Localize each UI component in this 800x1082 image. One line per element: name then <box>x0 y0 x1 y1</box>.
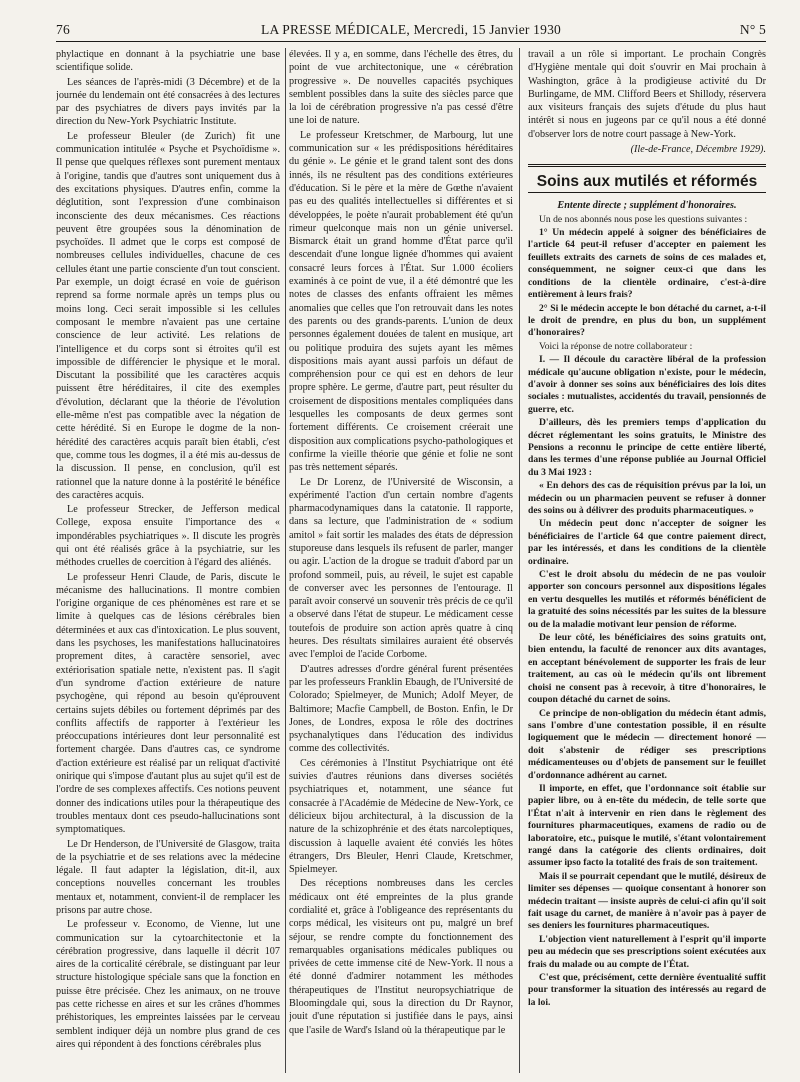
paragraph: Le professeur v. Economo, de Vienne, lut une communication sur la cytoarchitectonie et la cérébration progressive, dans laquelle il décrit 107 aires de la corticalité cérébrale, se distinguant par leur structure histologique spéciale sans que la fonction en puisse être précisée. Chez les animaux, on ne trouve pas cette richesse en aires et sur les crânes d'hommes préhistoriques, les empreintes laissées par le cerveau semblent indiquer déjà un nombre plus grand de ces aires qui répondent à des fonctions cérébrales plus <box>56 919 280 1050</box>
paragraph: Le professeur Bleuler (de Zurich) fit une communication intitulée « Psyche et Psychoïdisme ». Il pense que quelques réflexes sont purement mentaux à l'origine, tandis que d'autres sont uniquement dus à des excitations physiques. D'autres enfin, comme la déglutition, sont l'expression d'une combinaison inconsciente des deux mécanismes. Ces réactions peuvent être groupées sous la dénomination de psychoïdes. Il admet que le corps est composé de nombreuses cellules individuelles, chacune de ces cellules étant une partie consciente d'un tout conscient. Par exemple, un doigt écrasé en voie de guérison reprend sa forme normale après un temps plus ou moins long. Ceci serait impossible si les cellules composant le membre n'avaient pas une certaine conscience de leur activité. Les relations de l'intelligence et du corps sont si étroites qu'il est impossible de différencier le physique et le moral. Discutant la possibilité que les caractères acquis puissent être héréditaires, il cite des exemples d'évolution, déclarant que la théorie de l'évolution elle-même n'est pas compatible avec la négation de cette hérédité. Si en Europe le dogme de la non-hérédité des caractères acquis paraît bien établi, c'est que, comme tous les dogmes, il a été mis au-dessus de la discussion. Il pense, en conclusion, qu'il est rationnel que la nature donne à la postérité le bénéfice des caractères acquis. <box>56 130 280 501</box>
paragraph: Mais il se pourrait cependant que le mutilé, désireux de limiter ses dépenses — quoique consentant à honorer son médecin traitant — insiste auprès de celui-ci afin qu'il soit fait usage du carnet, de manière à n'avoir pas à payer de ses deniers les fournitures pharmaceutiques. <box>528 870 766 932</box>
paragraph: De leur côté, les bénéficiaires des soins gratuits ont, bien entendu, la faculté de renoncer aux dits avantages, en acceptant bénévolement de supporter les frais de leur traitement, au cas où le médecin qu'ils ont librement choisi ne consent pas à recevoir, à titre d'honoraires, le coupon détaché du carnet de soins. <box>528 632 766 706</box>
paragraph: Le Dr Lorenz, de l'Université de Wisconsin, a expérimenté l'action d'un certain nombre d'agents pharmacodynamiques dans la catatonie. Il rapporte, dans sa lecture, que l'administration de « sodium amitol » fait sortir les malades des états de dépression stuporeuse dans lesquels ils refusent de parler, manger ou agir. L'action de la drogue se traduit d'abord par un profond sommeil, puis, au réveil, le sujet est capable de converser avec les personnes de l'entourage. Il paraît avoir conservé un souvenir très précis de ce qu'il a observé dans l'état de stupeur. Le médicament cesse toutefois de produire son action après quatre à cinq heures. Des résultats similaires auraient été observés avec l'emploi de l'acide Corbome. <box>289 476 513 661</box>
article-signature: (Ile-de-France, Décembre 1929). <box>630 144 766 156</box>
paragraph: Le professeur Strecker, de Jefferson medical College, exposa ensuite l'importance des « impondérables psychiatriques ». Il discute les progrès qui ont été réalisés grâce à la psychiatrie, sur les méthodes cruelles de coercition à l'égard des aliénés. <box>56 504 280 569</box>
paragraph: Il importe, en effet, que l'ordonnance soit établie sur papier libre, ou à en-tête du médecin, de telle sorte que l'État n'ait à intervenir en rien dans le règlement des fournitures pharmaceutiques, examens de radio ou de laboratoire, etc., puisque le mutilé, s'étant volontairement rangé dans la catégorie des clients ordinaires, doit assumer ipso facto la totalité des frais de son traitement. <box>528 782 766 869</box>
issue-number: N° 5 <box>739 22 766 37</box>
column-right <box>528 48 766 1078</box>
paragraph: élevées. Il y a, en somme, dans l'échelle des êtres, du point de vue architectonique, une « cérébration progressive ». De nouvelles capacités psychiques semblent possibles dans la suite des siècles parce que la loi de cérébration progressive n'a pas cessé d'être une loi de nature. <box>289 49 513 127</box>
section-rule-bottom <box>528 192 766 193</box>
paragraph: Le professeur Henri Claude, de Paris, discute le mécanisme des hallucinations. Il montre combien l'origine organique de ces phénomènes est rare et se limite à quelques cas de lésions cérébrales bien déterminées et aux cas d'intoxication. Le plus souvent, dans les psychoses, les manifestations hallucinatoires proprement dites, à caractère sensoriel, avec extériorisation spatiale nette, n'existent pas. Il s'agit d'un syndrome d'action extérieure de nature psychogène, qui répond au besoin qu'éprouvent certains sujets débiles ou fortement déprimés par des conflits affectifs de rapporter à l'extérieur les préoccupations intérieures dont leur personnalité est fortement chargée. Dans d'autres cas, ce syndrome d'action extérieure est réalisé par un reliquat d'activité onirique qui s'impose d'autant plus au sujet qu'il est de l'ordre de ses complexes affectifs. Ces notions peuvent donner des indications utiles pour la thérapeutique des troubles mentaux dont ces pseudo-hallucinations sont symptomatiques. <box>56 571 280 836</box>
paragraph: C'est que, précisément, cette dernière éventualité suffit pour transformer la situation des intéressés au regard de la loi. <box>528 972 766 1008</box>
paragraph: phylactique en donnant à la psychiatrie une base scientifique solide. <box>56 49 280 74</box>
section-title: Soins aux mutilés et réformés <box>536 173 758 191</box>
paragraph: L'objection vient naturellement à l'esprit qu'il importe peu au médecin que ses prescriptions soient exécutées aux frais du malade ou au compte de l'État. <box>528 933 766 970</box>
paragraph: Le professeur Kretschmer, de Marbourg, lut une communication sur « les prédispositions héréditaires du génie ». Le génie et le grand talent sont des dons innés, ils ne résultent pas des conditions extérieures d'éducation. Si le père et la mère de Gœthe n'avaient pas eu des qualités intellectuelles si différentes et si développées, le poète n'aurait probablement été qu'un rimeur quelconque mais non un génie universel. Bismarck était un grand homme d'État parce qu'il descendait d'une longue lignée d'hommes qui avaient consacré leurs forces à l'État. Sur 1.000 écoliers examinés à ce point de vue, il a été démontré que les notes de classes des enfants offraient les mêmes anomalies que celles que l'on retrouvait dans les notes des parents ou des grands-parents. L'union de deux personnes également douées de talent en musique, art ou politique produira des sujets ayant les mêmes dispositions mais ayant aussi parfois un défaut de compréhension pour ce qui est en dehors de leur propre sphère. Le germe, d'autre part, peut résulter du croisement de dispositions mentales compliquées dans lesquelles les composants de deux germes sont fortement différents. Ce croisement créerait une disposition aux complications psycho-pathologiques et confirme la vieille théorie que génie et folie ne sont pas très nettement séparés. <box>289 129 513 474</box>
column-middle <box>289 48 513 1078</box>
question: 2° Si le médecin accepte le bon détaché du carnet, a-t-il le droit de prendre, en plus du bon, un supplément d'honoraires? <box>528 302 766 339</box>
section-rule-top <box>528 164 766 167</box>
paragraph: Un médecin peut donc n'accepter de soigner les bénéficiaires de l'article 64 que contre paiement direct, par les intéressés, et dans les conditions de la clientèle ordinaire. <box>528 518 766 567</box>
paragraph: I. — Il découle du caractère libéral de la profession médicale qu'aucune obligation n'existe, pour le médecin, d'avoir à donner ses soins aux bénéficiaires des lois dites sociales : mutualistes, accidentés du travail, pensionnés de guerre, etc. <box>528 354 766 415</box>
paragraph: D'autres adresses d'ordre général furent présentées par les professeurs Franklin Ebaugh, de l'Université de Colorado; Spielmeyer, de Munich; Adolf Meyer, de Baltimore; Macfie Campbell, de Boston. Enfin, le Dr Jones, de Londres, exposa le rôle des doctrines psychanalytiques dans l'éducation des individus comme des collectivités. <box>289 663 513 755</box>
publication-title: LA PRESSE MÉDICALE, Mercredi, 15 Janvier 1930 <box>261 22 561 37</box>
paragraph: Des réceptions nombreuses dans les cercles médicaux ont été empreintes de la plus grande cordialité et, grâce à l'obligeance des représentants du corps médical, les visiteurs ont pu, malgré un bref séjour, se rendre compte du fonctionnement des remarquables organisations médicales publiques ou privées de cette immense cité de New-York. Il nous a été donné d'admirer notamment les méthodes thérapeutiques de l'Institut neuropsychiatrique de Bloomingdale qui, sous la direction du Dr Raynor, jouit d'une réputation si justifiée dans le pays, ainsi que l'asile de Ward's Island où la thérapeutique par le <box>289 878 513 1036</box>
paragraph: Ce principe de non-obligation du médecin étant admis, sans l'ombre d'une contestation possible, il en résulte logiquement que le médecin — directement honoré — doit s'abstenir de rédiger ses prescriptions médicamenteuses ou d'objets de pansement sur le feuillet d'ordonnance adhérent au carnet. <box>528 707 766 781</box>
quote: « En dehors des cas de réquisition prévus par la loi, un médecin ou un pharmacien peuvent se refuser à donner des soins ou à délivrer des produits pharmaceutiques. » <box>528 480 766 517</box>
column-divider <box>285 48 286 1073</box>
paragraph: Un de nos abonnés nous pose les questions suivantes : <box>539 213 748 225</box>
paragraph: Le Dr Henderson, de l'Université de Glasgow, traita de la psychiatrie et de ses relations avec la médecine légale. Il faut adapter la législation, dit-il, aux conceptions nouvelles concernant les troubles mentaux et, notamment, convient-il de remplacer les prisons par autre chose. <box>56 838 280 916</box>
section-body <box>528 214 766 1010</box>
paragraph: Voici la réponse de notre collaborateur : <box>539 340 693 352</box>
question: 1° Un médecin appelé à soigner des bénéficiaires de l'article 64 peut-il refuser d'accepter en paiement les feuillets extraits des carnets de soins de ces malades et, conséquemment, ne soigner ceux-ci que dans les conditions de la clientèle ordinaire, c'est-à-dire entièrement à leurs frais? <box>528 227 766 301</box>
paragraph: travail a un rôle si important. Le prochain Congrès d'Hygiène mentale qui doit s'ouvrir en Mai prochain à Washington, grâce à la prodigieuse activité du Dr Burlingame, de MM. Clifford Beers et Shillody, réservera aux visiteurs français des sujets d'étude du plus haut intérêt si nous en jugeons par ce qu'il nous a été donné d'observer lors de notre court passage à New-York. <box>528 49 766 140</box>
paragraph: D'ailleurs, dès les premiers temps d'application du décret réglementant les soins gratuits, le Ministre des Pensions a reconnu le principe de cette entière liberté, dans les termes d'une réponse publiée au Journal Officiel du 3 Mai 1923 : <box>528 417 766 478</box>
paragraph: C'est le droit absolu du médecin de ne pas vouloir apporter son concours personnel aux dispositions légales en vertu desquelles les mutilés et réformés bénéficient de la gratuité des soins nécessités par les suites de la blessure ou de la maladie motivant leur pension de réforme. <box>528 569 766 630</box>
section-subtitle: Entente directe ; supplément d'honoraires. <box>557 200 737 212</box>
page-number: 76 <box>56 22 70 37</box>
column-divider <box>519 48 520 1073</box>
paragraph: Les séances de l'après-midi (3 Décembre) et de la journée du lendemain ont été consacrées à des lectures par des psychiatres de divers pays invités par la direction du New-York Psychiatric Institute. <box>56 76 280 128</box>
column-left <box>56 48 280 1078</box>
paragraph: Ces cérémonies à l'Institut Psychiatrique ont été suivies d'autres réunions dans diverses sociétés psychiatriques et, notamment, une séance fut consacrée à l'Académie de Médecine de New-York, ce délicieux bijou architectural, à la discussion de la nature de la schizophrénie et des états narcoleptiques, discussion à laquelle avaient été conviés les hôtes étrangers, Drs Bleuler, Henri Claude, Kretschmer, Spielmeyer. <box>289 757 513 876</box>
page-header <box>56 22 766 42</box>
header-rule <box>56 41 766 42</box>
